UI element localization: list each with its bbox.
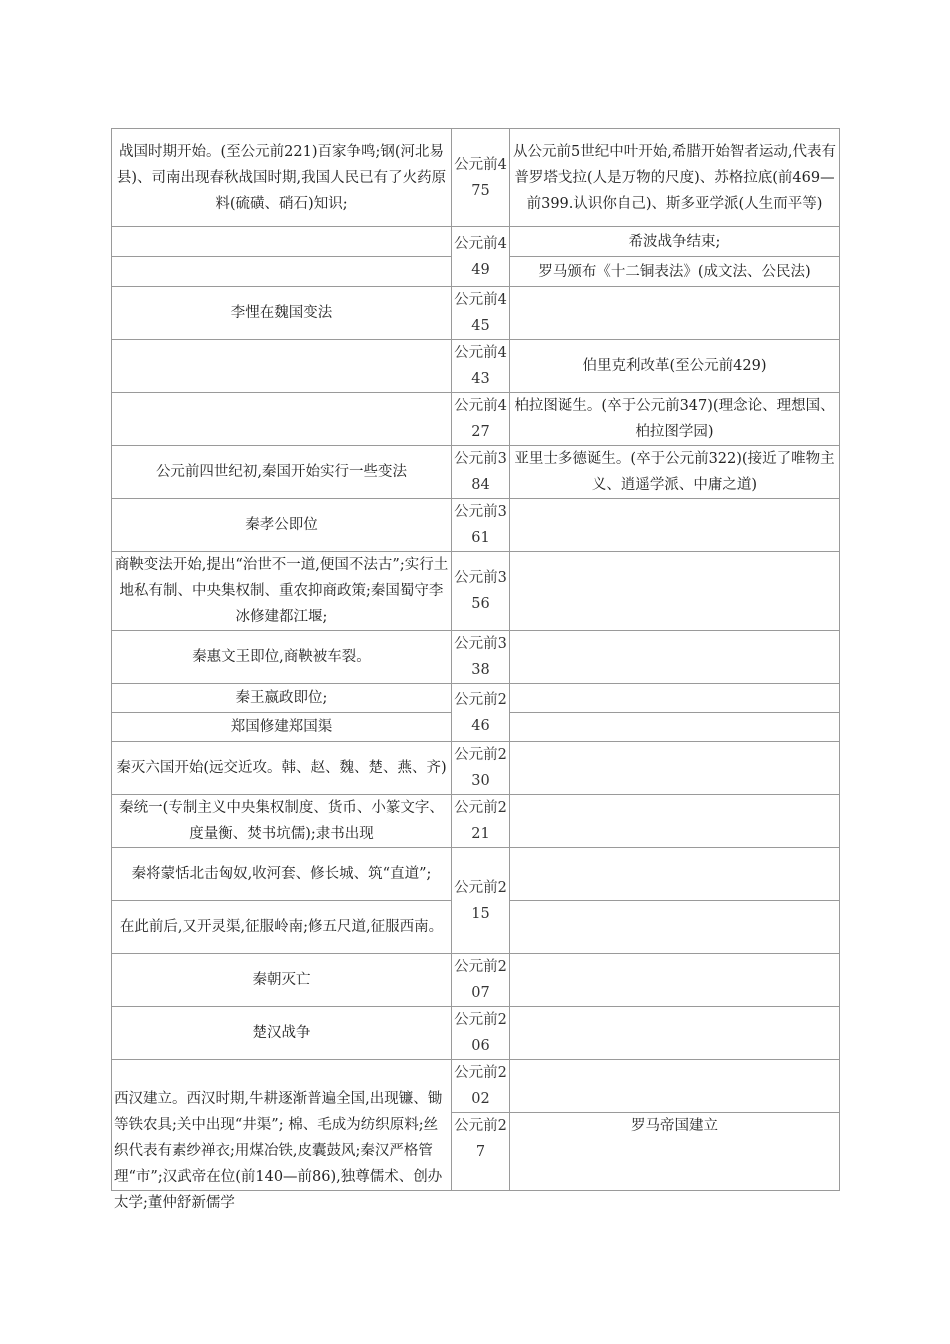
- table-row: [112, 631, 840, 684]
- world-event-cell: [510, 795, 840, 848]
- table-row: [112, 446, 840, 499]
- world-event-cell: [510, 631, 840, 684]
- china-event-cell: 在此前后,又开灵渠,征服岭南;修五尺道,征服西南。: [112, 901, 452, 954]
- table-row: [112, 552, 840, 631]
- world-event-cell: [510, 287, 840, 340]
- year-cell: 公元前475: [452, 129, 510, 227]
- china-event-cell: [112, 393, 452, 446]
- table-row: [112, 287, 840, 340]
- table-row: [112, 742, 840, 795]
- world-event-cell: [510, 742, 840, 795]
- world-event-cell: 从公元前5世纪中叶开始,希腊开始智者运动,代表有普罗塔戈拉(人是万物的尺度)、苏格拉底(前469—前399.认识你自己)、斯多亚学派(人生而平等): [510, 129, 840, 227]
- china-event-text: 西汉建立。西汉时期,牛耕逐渐普遍全国,出现镰、锄等铁农具;关中出现“井渠”; 棉、毛成为纺织原料;丝织代表有素纱禅衣;用煤冶铁,皮囊鼓风;秦汉严格管理“市”;汉武帝在位(前140—前86),独尊儒术、创办太学;董仲舒新儒学: [114, 1091, 443, 1211]
- year-cell: 公元前27: [452, 1113, 510, 1191]
- year-cell: 公元前427: [452, 393, 510, 446]
- year-cell: 公元前230: [452, 742, 510, 795]
- world-event-cell: [510, 1060, 840, 1113]
- china-event-cell: 商鞅变法开始,提出“治世不一道,便国不法古”;实行土地私有制、中央集权制、重农抑商政策;秦国蜀守李冰修建都江堰;: [112, 552, 452, 631]
- world-event-cell: [510, 499, 840, 552]
- year-cell: 公元前445: [452, 287, 510, 340]
- year-cell: 公元前384: [452, 446, 510, 499]
- year-cell: 公元前246: [452, 684, 510, 742]
- table-row: [112, 340, 840, 393]
- table-row: [112, 1060, 840, 1113]
- china-event-cell: 秦孝公即位: [112, 499, 452, 552]
- world-event-cell: [510, 684, 840, 713]
- china-event-cell: 战国时期开始。(至公元前221)百家争鸣;钢(河北易县)、司南出现春秋战国时期,我国人民已有了火药原料(硫磺、硝石)知识;: [112, 129, 452, 227]
- world-event-cell: [510, 713, 840, 742]
- world-event-cell: [510, 848, 840, 901]
- china-event-cell: [112, 227, 452, 257]
- china-event-cell: 秦王嬴政即位;: [112, 684, 452, 713]
- world-event-cell: [510, 552, 840, 631]
- year-cell: 公元前202: [452, 1060, 510, 1113]
- world-event-cell: [510, 901, 840, 954]
- table-row: [112, 954, 840, 1007]
- world-event-cell: 罗马颁布《十二铜表法》(成文法、公民法): [510, 257, 840, 287]
- table-row: [112, 1007, 840, 1060]
- china-event-cell: 公元前四世纪初,秦国开始实行一些变法: [112, 446, 452, 499]
- world-event-cell: 伯里克利改革(至公元前429): [510, 340, 840, 393]
- china-event-cell: 秦惠文王即位,商鞅被车裂。: [112, 631, 452, 684]
- year-cell: 公元前207: [452, 954, 510, 1007]
- year-cell: 公元前215: [452, 848, 510, 954]
- china-event-cell: [112, 340, 452, 393]
- china-event-cell: 秦朝灭亡: [112, 954, 452, 1007]
- table-row: [112, 795, 840, 848]
- china-event-cell: 秦统一(专制主义中央集权制度、货币、小篆文字、度量衡、焚书坑儒);隶书出现: [112, 795, 452, 848]
- china-event-cell: [112, 1060, 452, 1211]
- table-row: [112, 848, 840, 901]
- china-event-cell: 楚汉战争: [112, 1007, 452, 1060]
- world-event-cell: 罗马帝国建立: [510, 1113, 840, 1191]
- year-cell: 公元前443: [452, 340, 510, 393]
- world-event-cell: [510, 1007, 840, 1060]
- table-row: [112, 129, 840, 227]
- year-cell: 公元前338: [452, 631, 510, 684]
- china-event-cell: 秦将蒙恬北击匈奴,收河套、修长城、筑“直道”;: [112, 848, 452, 901]
- china-event-cell: 李悝在魏国变法: [112, 287, 452, 340]
- world-event-cell: 亚里士多德诞生。(卒于公元前322)(接近了唯物主义、逍遥学派、中庸之道): [510, 446, 840, 499]
- world-event-cell: 希波战争结束;: [510, 227, 840, 257]
- world-event-cell: [510, 954, 840, 1007]
- world-event-cell: 柏拉图诞生。(卒于公元前347)(理念论、理想国、柏拉图学园): [510, 393, 840, 446]
- china-event-cell: 秦灭六国开始(远交近攻。韩、赵、魏、楚、燕、齐): [112, 742, 452, 795]
- year-cell: 公元前449: [452, 227, 510, 287]
- table-row: [112, 227, 840, 257]
- year-cell: 公元前361: [452, 499, 510, 552]
- year-cell: 公元前206: [452, 1007, 510, 1060]
- table-row: [112, 499, 840, 552]
- china-event-cell: 郑国修建郑国渠: [112, 713, 452, 742]
- china-event-cell: [112, 257, 452, 287]
- history-timeline-table: [111, 128, 840, 1211]
- year-cell: 公元前221: [452, 795, 510, 848]
- table-row: [112, 684, 840, 713]
- year-cell: 公元前356: [452, 552, 510, 631]
- table-row: [112, 393, 840, 446]
